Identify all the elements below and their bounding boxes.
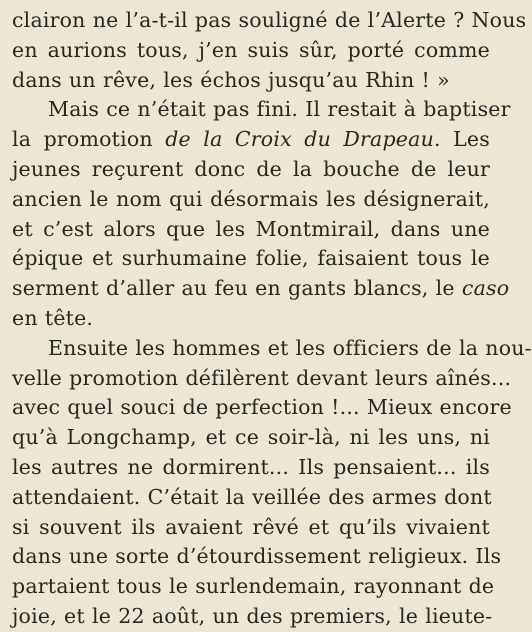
- text-line: en tête.: [12, 305, 94, 330]
- text-fragment: la promotion: [12, 127, 153, 152]
- text-fragment: . Les: [433, 127, 490, 152]
- text-line: les autres ne dormirent... Ils pensaient... ils: [12, 454, 490, 479]
- text-line: dans un rêve, les échos jusqu’au Rhin ! »: [12, 67, 450, 92]
- text-block: [12, 6, 532, 632]
- text-fragment: serment d’aller au feu en gants blancs, le: [12, 276, 455, 301]
- text-line: qu’à Longchamp, et ce soir-là, ni les uns, ni: [12, 425, 490, 450]
- text-line-with-emphasis: [12, 274, 510, 304]
- text-line: attendaient. C’était la veillée des armes dont: [12, 484, 492, 509]
- text-line: en aurions tous, j’en suis sûr, porté comme: [12, 37, 490, 62]
- text-line: si souvent ils avaient rêvé et qu’ils vivaient: [12, 514, 490, 539]
- text-line: partaient tous le surlendemain, rayonnant de: [12, 574, 495, 599]
- paragraph-start-line: Mais ce n’était pas fini. Il restait à baptiser: [48, 97, 511, 122]
- text-line: ancien le nom qui désormais les désignerait,: [12, 186, 490, 211]
- text-line-with-emphasis: [12, 125, 490, 155]
- text-line: joie, et le 22 août, un des premiers, le lieute-: [12, 603, 493, 628]
- text-line: avec quel souci de perfection !... Mieux encore: [12, 395, 512, 420]
- emphasized-text: caso: [461, 276, 510, 301]
- text-line: dans une sorte d’étourdissement religieux. Ils: [12, 544, 502, 569]
- text-line: et c’est alors que les Montmirail, dans une: [12, 216, 490, 241]
- text-line: velle promotion défilèrent devant leurs aînés...: [12, 365, 512, 390]
- text-line: épique et surhumaine folie, faisaient tous le: [12, 246, 490, 271]
- text-line: clairon ne l’a-t-il pas souligné de l’Alerte ? Nous: [12, 8, 527, 32]
- paragraph-start-line: Ensuite les hommes et les officiers de la nou-: [48, 335, 532, 360]
- text-line: jeunes reçurent donc de la bouche de leur: [12, 156, 490, 181]
- emphasized-text: de la Croix du Drapeau: [165, 127, 434, 152]
